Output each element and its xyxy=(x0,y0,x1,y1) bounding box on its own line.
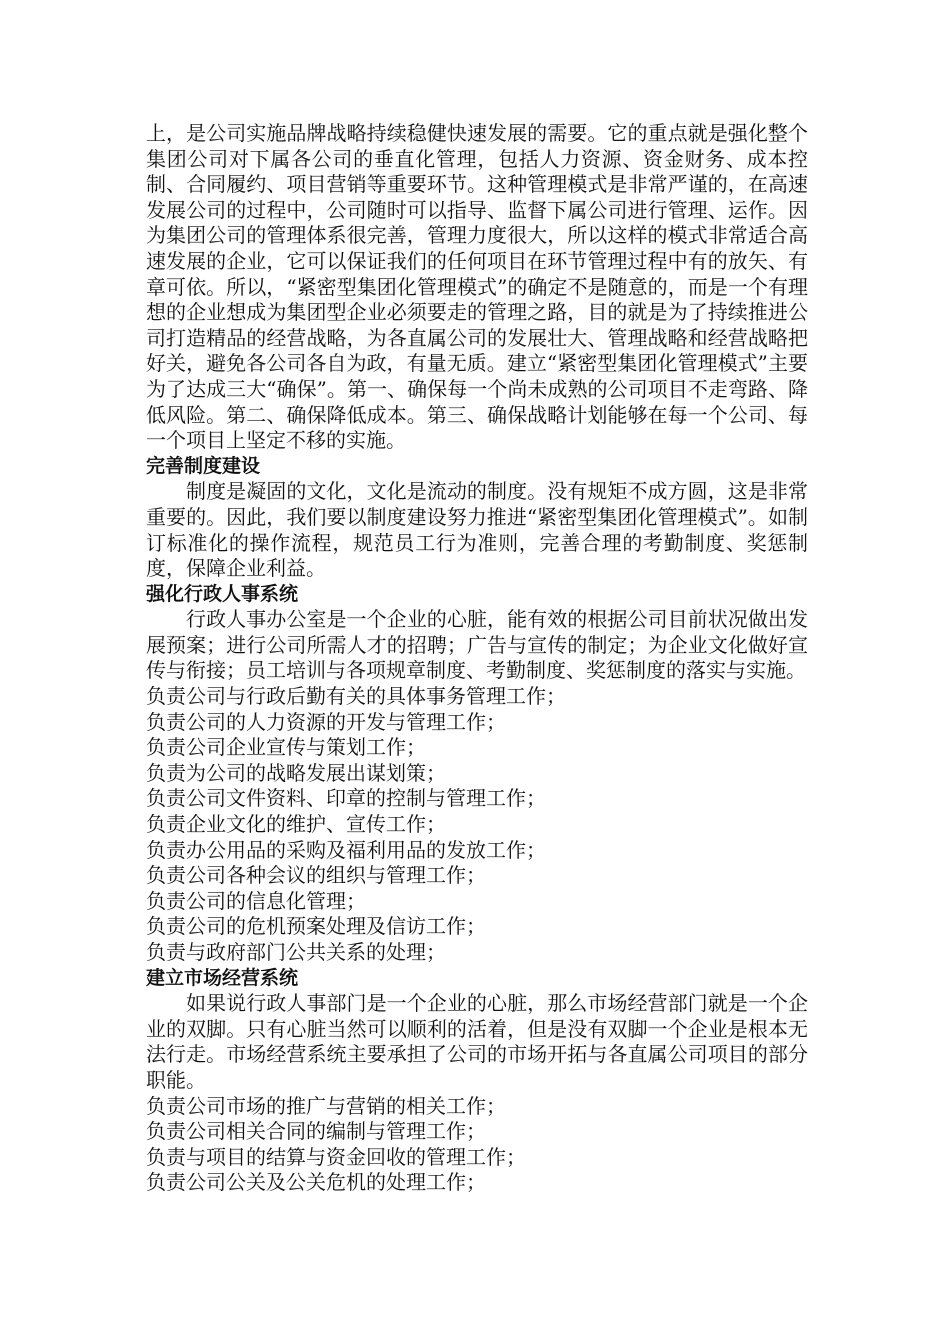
list-item: 负责企业文化的维护、宣传工作； xyxy=(146,812,446,837)
list-item: 负责为公司的战略发展出谋划策； xyxy=(146,760,446,785)
list-item: 负责公司各种会议的组织与管理工作； xyxy=(146,863,486,888)
list-item: 负责公司市场的推广与营销的相关工作； xyxy=(146,1093,506,1118)
intro-paragraph: 上，是公司实施品牌战略持续稳健快速发展的需要。它的重点就是强化整个集团公司对下属各公司的垂直化管理，包括人力资源、资金财务、成本控制、合同履约、项目营销等重要环节。这种管理模式是非常严谨的，在高速发展公司的过程中，公司随时可以指导、监督下属公司进行管理、运作。因为集团公司的管理体系很完善，管理力度很大，所以这样的模式非常适合高速发展的企业，它可以保证我们的任何项目在环节管理过程中有的放矢、有章可依。所以，“紧密型集团化管理模式”的确定不是随意的，而是一个有理想的企业想成为集团型企业必须要走的管理之路，目的就是为了持续推进公司打造精品的经营战略，为各直属公司的发展壮大、管理战略和经营战略把好关，避免各公司各自为政，有量无质。建立“紧密型集团化管理模式”主要为了达成三大“确保”。第一、确保每一个尚未成熟的公司项目不走弯路、降低风险。第二、确保降低成本。第三、确保战略计划能够在每一个公司、每一个项目上坚定不移的实施。 xyxy=(146,121,808,453)
list-item: 负责与政府部门公共关系的处理； xyxy=(146,940,446,964)
responsibility-list xyxy=(146,1094,808,1196)
section-paragraph: 制度是凝固的文化，文化是流动的制度。没有规矩不成方圆，这是非常重要的。因此，我们要以制度建设努力推进“紧密型集团化管理模式”。如制订标准化的操作流程，规范员工行为准则，完善合理的考勤制度、奖惩制度，保障企业利益。 xyxy=(146,479,808,581)
list-item: 负责公司公关及公关危机的处理工作； xyxy=(146,1170,486,1195)
list-item: 负责公司企业宣传与策划工作； xyxy=(146,735,426,760)
list-item: 负责与项目的结算与资金回收的管理工作； xyxy=(146,1144,526,1169)
list-item: 负责公司与行政后勤有关的具体事务管理工作； xyxy=(146,684,566,709)
responsibility-list xyxy=(146,684,808,966)
list-item: 负责公司文件资料、印章的控制与管理工作； xyxy=(146,786,546,811)
section-heading: 建立市场经营系统 xyxy=(146,966,299,989)
section-paragraph: 如果说行政人事部门是一个企业的心脏，那么市场经营部门就是一个企业的双脚。只有心脏当然可以顺利的活着，但是没有双脚一个企业是根本无法行走。市场经营系统主要承担了公司的市场开拓与各直属公司项目的部分职能。 xyxy=(146,991,808,1092)
document-page xyxy=(146,121,808,1196)
section-system-construction xyxy=(146,454,808,582)
list-item: 负责公司的信息化管理； xyxy=(146,888,366,913)
list-item: 负责办公用品的采购及福利用品的发放工作； xyxy=(146,837,546,862)
list-item: 负责公司的危机预案处理及信访工作； xyxy=(146,914,486,939)
list-item: 负责公司的人力资源的开发与管理工作； xyxy=(146,709,506,734)
section-marketing-system xyxy=(146,966,808,1196)
list-item: 负责公司相关合同的编制与管理工作； xyxy=(146,1119,486,1144)
section-heading: 完善制度建设 xyxy=(146,454,261,477)
section-paragraph: 行政人事办公室是一个企业的心脏，能有效的根据公司目前状况做出发展预案；进行公司所需人才的招聘；广告与宣传的制定；为企业文化做好宣传与衔接；员工培训与各项规章制度、考勤制度、奖惩制度的落实与实施。 xyxy=(146,607,808,683)
section-heading: 强化行政人事系统 xyxy=(146,582,299,605)
section-admin-hr-system xyxy=(146,582,808,966)
